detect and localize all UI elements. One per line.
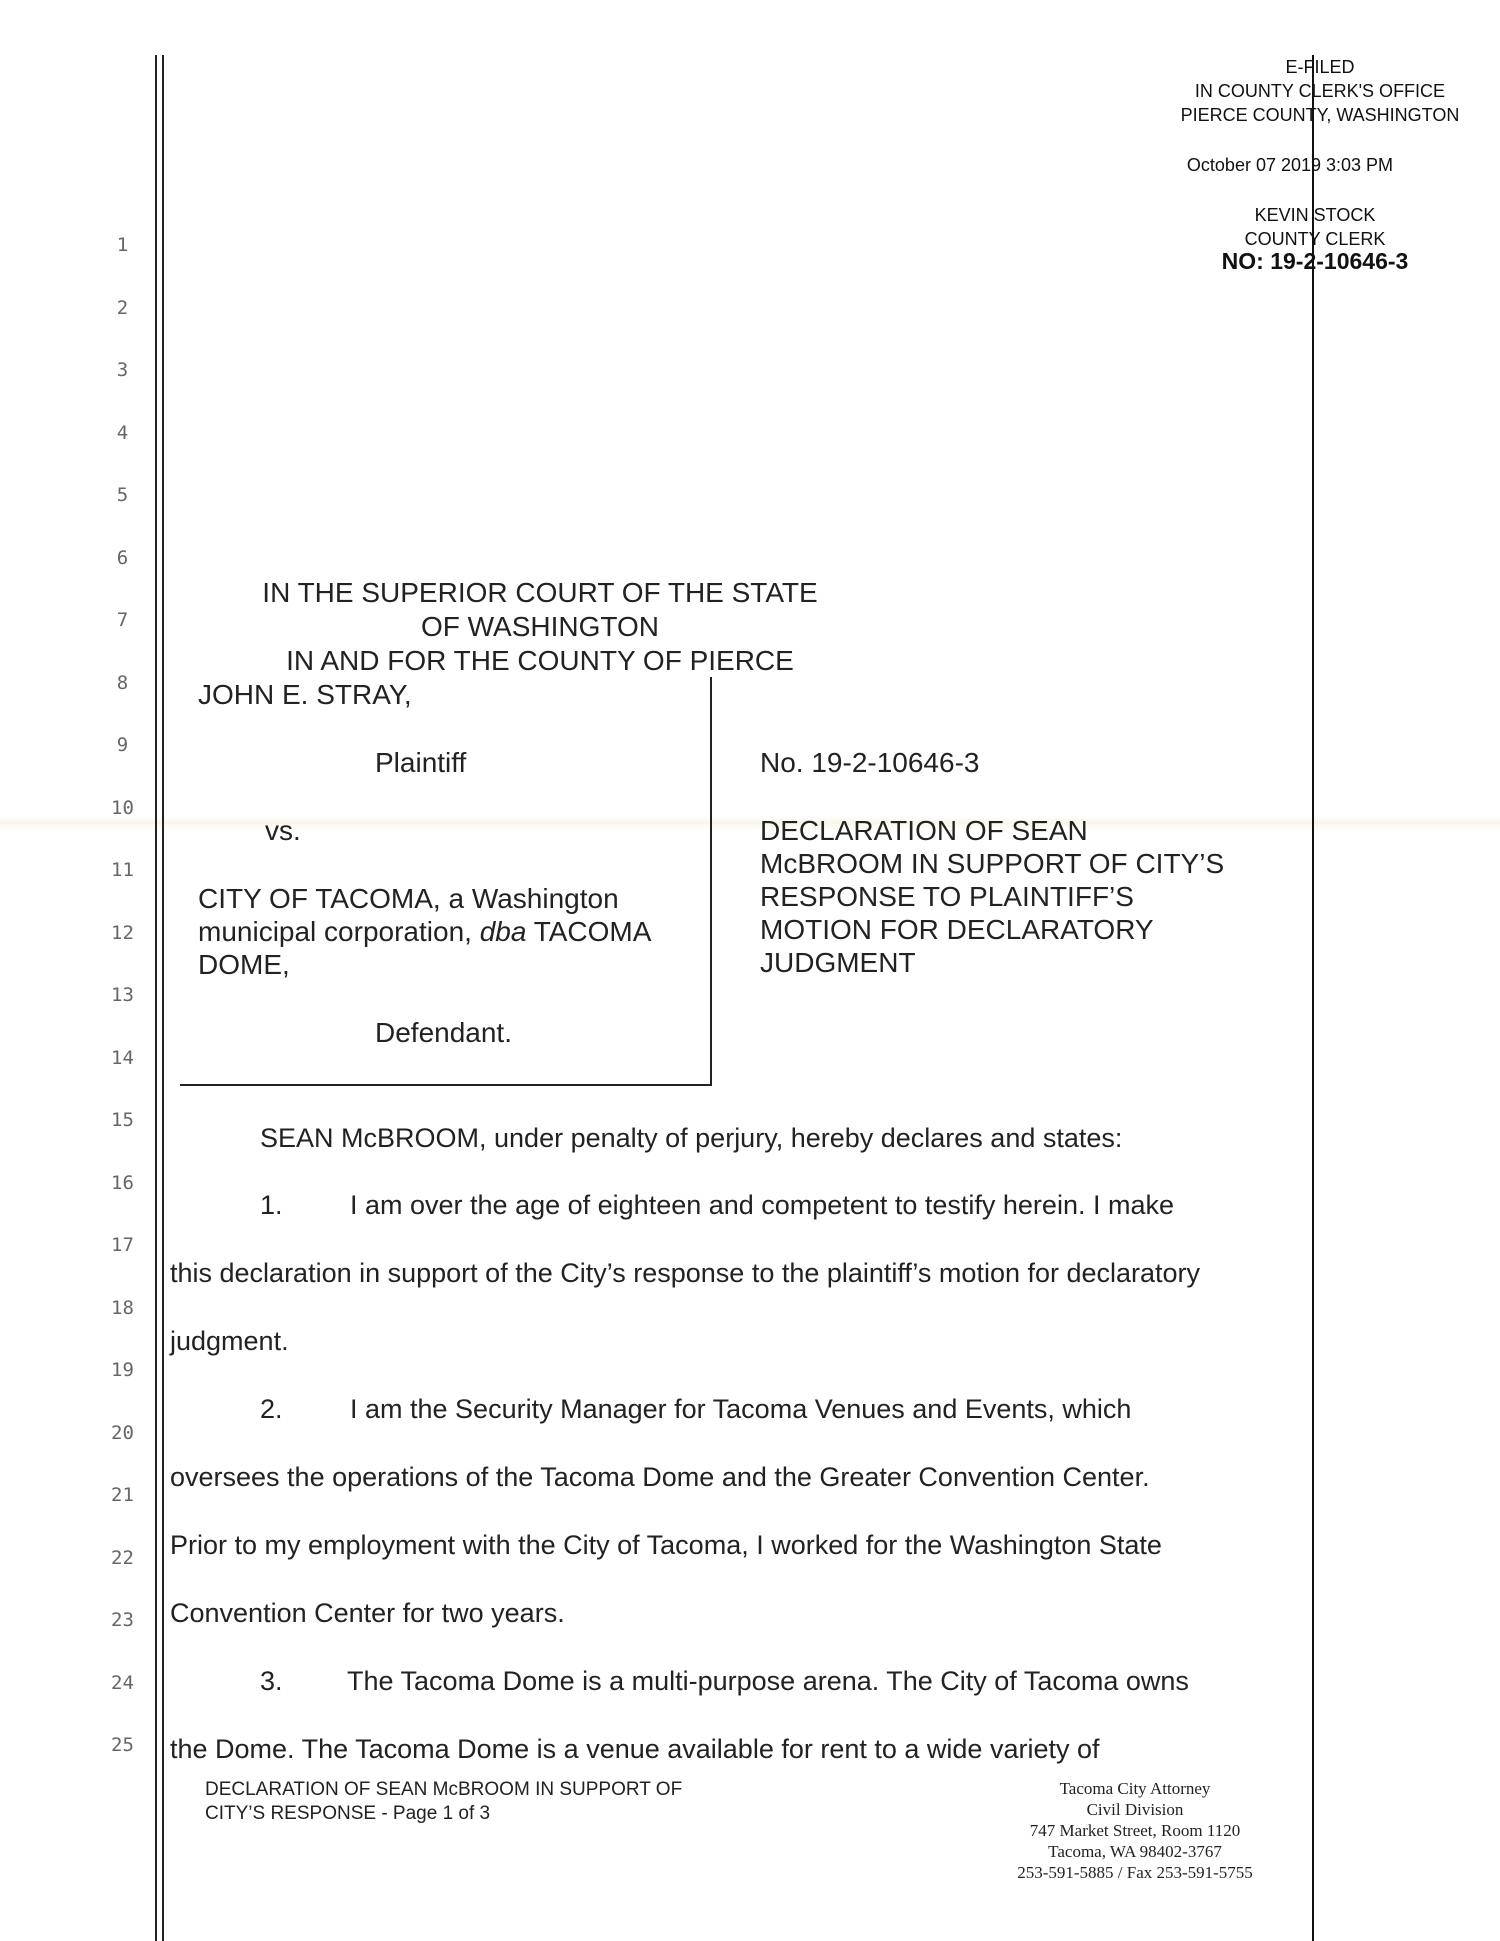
case-number: No. 19-2-10646-3 <box>760 747 980 778</box>
address-line: Tacoma City Attorney <box>1059 1779 1211 1798</box>
stamp-efiled: E-FILED <box>1285 57 1355 77</box>
paragraph-3-text: the Dome. The Tacoma Dome is a venue available for rent to a wide variety of <box>170 1734 1100 1764</box>
line-number: 18 <box>111 1297 134 1319</box>
right-margin-rule <box>1312 55 1314 1941</box>
stamp-clerk-title: COUNTY CLERK <box>1244 229 1386 249</box>
caption-underline <box>180 1084 712 1086</box>
margin-rule-outer <box>155 55 157 1941</box>
defendant-role: Defendant. <box>375 1017 512 1048</box>
stamp-datetime: October 07 2019 3:03 PM <box>1186 155 1394 175</box>
paragraph-1-text: this declaration in support of the City’s response to the plaintiff’s motion for declaratory <box>170 1258 1201 1288</box>
address-line: Tacoma, WA 98402-3767 <box>1048 1842 1222 1861</box>
versus: vs. <box>265 815 301 846</box>
address-line: 747 Market Street, Room 1120 <box>1029 1821 1241 1840</box>
line-number: 7 <box>116 609 129 631</box>
paragraph-2-number: 2. <box>260 1394 283 1424</box>
footer-attorney-address <box>980 1778 1290 1883</box>
court-line-2: IN AND FOR THE COUNTY OF PIERCE <box>286 645 794 676</box>
line-number: 14 <box>111 1047 134 1069</box>
line-number: 2 <box>116 297 129 319</box>
paragraph-1-number: 1. <box>260 1190 283 1220</box>
document-title <box>760 814 1224 979</box>
stamp-clerk-name: KEVIN STOCK <box>1254 205 1376 225</box>
line-number: 20 <box>111 1422 134 1444</box>
line-number: 22 <box>111 1547 134 1569</box>
line-number: 1 <box>116 234 129 256</box>
stamp-office: IN COUNTY CLERK'S OFFICE <box>1194 81 1446 101</box>
defendant-line-3: DOME, <box>198 949 290 980</box>
footer-title-line-1: DECLARATION OF SEAN McBROOM IN SUPPORT OF <box>205 1779 683 1800</box>
paragraph-3-number: 3. <box>260 1666 283 1696</box>
line-number: 4 <box>116 422 129 444</box>
title-line: DECLARATION OF SEAN <box>760 815 1088 846</box>
line-number: 23 <box>111 1609 134 1631</box>
paragraph-2-text: I am the Security Manager for Tacoma Venues and Events, which <box>350 1394 1132 1424</box>
defendant-line-2 <box>198 915 651 948</box>
footer-document-title <box>205 1778 682 1826</box>
stamp-case-number: NO: 19-2-10646-3 <box>1221 248 1409 274</box>
line-number: 3 <box>116 359 129 381</box>
dba-italic: dba <box>479 916 527 947</box>
line-number: 6 <box>116 547 129 569</box>
defendant-line-2-end: TACOMA <box>526 916 652 947</box>
line-number: 10 <box>111 797 134 819</box>
line-number: 9 <box>116 734 129 756</box>
line-number: 8 <box>116 672 129 694</box>
court-name <box>240 576 840 678</box>
address-line: Civil Division <box>1086 1800 1184 1819</box>
line-number: 17 <box>111 1234 134 1256</box>
paragraph-2-text: oversees the operations of the Tacoma Dome and the Greater Convention Center. <box>170 1462 1150 1492</box>
title-line: MOTION FOR DECLARATORY <box>760 914 1154 945</box>
plaintiff-role: Plaintiff <box>375 747 467 778</box>
title-line: JUDGMENT <box>760 947 916 978</box>
line-number: 15 <box>111 1109 134 1131</box>
line-number: 21 <box>111 1484 134 1506</box>
address-line: 253-591-5885 / Fax 253-591-5755 <box>1017 1863 1253 1882</box>
line-number: 12 <box>111 922 134 944</box>
line-number: 24 <box>111 1672 134 1694</box>
declaration-intro: SEAN McBROOM, under penalty of perjury, hereby declares and states: <box>260 1123 1123 1153</box>
caption-divider <box>710 677 712 1085</box>
court-line-1: IN THE SUPERIOR COURT OF THE STATE OF WASHINGTON <box>262 577 818 642</box>
line-number: 13 <box>111 984 134 1006</box>
scan-artifact-band <box>0 816 1500 830</box>
line-number: 16 <box>111 1172 134 1194</box>
defendant-description <box>198 882 651 981</box>
paragraph-3-text: The Tacoma Dome is a multi-purpose arena. The City of Tacoma owns <box>347 1666 1189 1696</box>
line-number: 11 <box>111 859 134 881</box>
line-number: 25 <box>111 1734 134 1756</box>
defendant-line-2-text: municipal corporation, <box>198 916 480 947</box>
line-number: 19 <box>111 1359 134 1381</box>
paragraph-1-text: judgment. <box>170 1326 289 1356</box>
title-line: McBROOM IN SUPPORT OF CITY’S <box>760 848 1225 879</box>
paragraph-2-text: Prior to my employment with the City of Tacoma, I worked for the Washington State <box>170 1530 1162 1560</box>
paragraph-1-text: I am over the age of eighteen and competent to testify herein. I make <box>350 1190 1174 1220</box>
footer-title-line-2: CITY’S RESPONSE - Page 1 of 3 <box>205 1803 491 1824</box>
stamp-county: PIERCE COUNTY, WASHINGTON <box>1180 105 1460 125</box>
line-number: 5 <box>116 484 129 506</box>
defendant-line-1: CITY OF TACOMA, a Washington <box>198 883 619 914</box>
plaintiff-name: JOHN E. STRAY, <box>198 679 412 710</box>
title-line: RESPONSE TO PLAINTIFF’S <box>760 881 1134 912</box>
margin-rule-inner <box>162 55 164 1941</box>
paragraph-2-text: Convention Center for two years. <box>170 1598 565 1628</box>
